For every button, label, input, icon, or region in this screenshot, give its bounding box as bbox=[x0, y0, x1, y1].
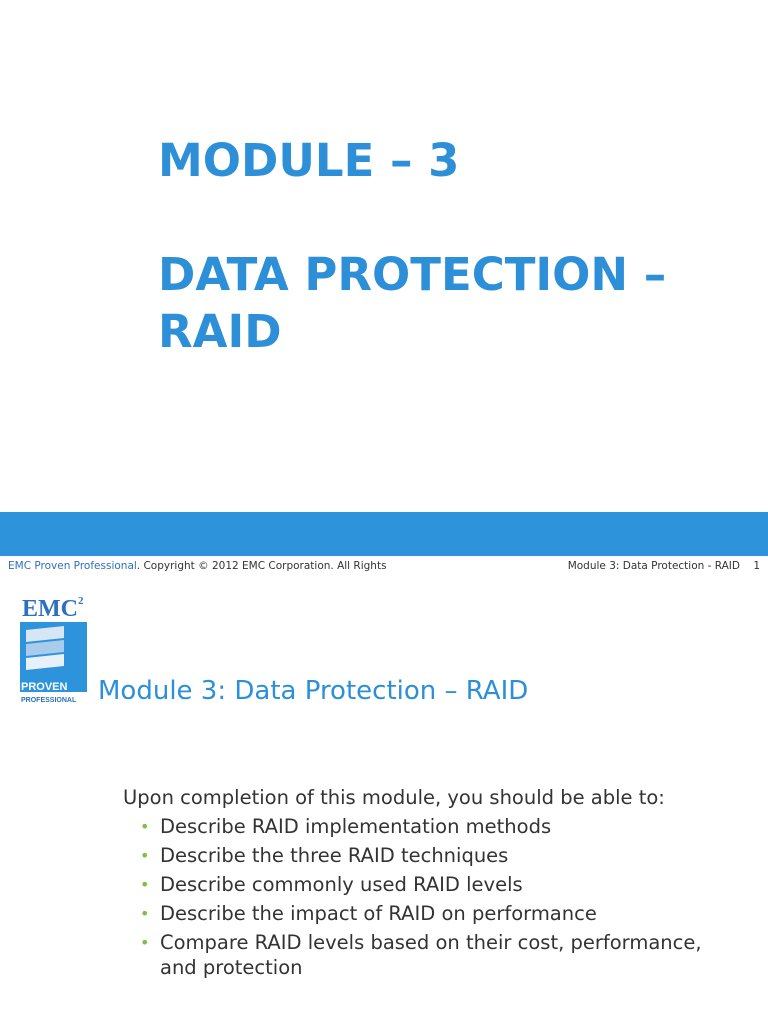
objective-text: Describe RAID implementation methods bbox=[160, 815, 552, 838]
list-item bbox=[140, 930, 740, 980]
copyright-text: . Copyright © 2012 EMC Corporation. All Rights bbox=[136, 560, 387, 572]
copyright-notice bbox=[8, 560, 387, 572]
list-item bbox=[140, 843, 740, 868]
module-name-heading-line2: RAID bbox=[158, 305, 282, 358]
emc-proven-link[interactable]: EMC Proven Professional bbox=[8, 560, 137, 572]
bullet-icon: • bbox=[140, 875, 150, 894]
bullet-icon: • bbox=[140, 933, 150, 952]
objectives-intro: Upon completion of this module, you should be able to: bbox=[123, 786, 665, 809]
footer-band bbox=[0, 512, 768, 556]
svg-text:2: 2 bbox=[78, 595, 84, 607]
slide-footer bbox=[8, 560, 768, 574]
objective-text: Describe the three RAID techniques bbox=[160, 844, 509, 867]
objectives-slide bbox=[0, 580, 768, 1024]
svg-text:EMC: EMC bbox=[22, 596, 78, 622]
module-name-heading-line1: DATA PROTECTION – bbox=[158, 248, 667, 301]
slide-title bbox=[158, 132, 718, 360]
list-item bbox=[140, 814, 740, 839]
objectives-slide-title: Module 3: Data Protection – RAID bbox=[98, 676, 529, 706]
emc-proven-logo bbox=[20, 592, 90, 704]
objective-text: Compare RAID levels based on their cost, performance, and protection bbox=[160, 931, 702, 979]
svg-text:PROVEN: PROVEN bbox=[21, 681, 68, 693]
footer-module-label: Module 3: Data Protection - RAID bbox=[567, 560, 740, 572]
objectives-list bbox=[140, 814, 740, 984]
list-item bbox=[140, 872, 740, 897]
bullet-icon: • bbox=[140, 846, 150, 865]
bullet-icon: • bbox=[140, 817, 150, 836]
bullet-icon: • bbox=[140, 904, 150, 923]
module-number-heading: MODULE – 3 bbox=[158, 134, 460, 187]
svg-text:PROFESSIONAL: PROFESSIONAL bbox=[21, 697, 77, 704]
objective-text: Describe the impact of RAID on performance bbox=[160, 902, 597, 925]
page-number: 1 bbox=[753, 560, 760, 572]
list-item bbox=[140, 901, 740, 926]
objective-text: Describe commonly used RAID levels bbox=[160, 873, 523, 896]
